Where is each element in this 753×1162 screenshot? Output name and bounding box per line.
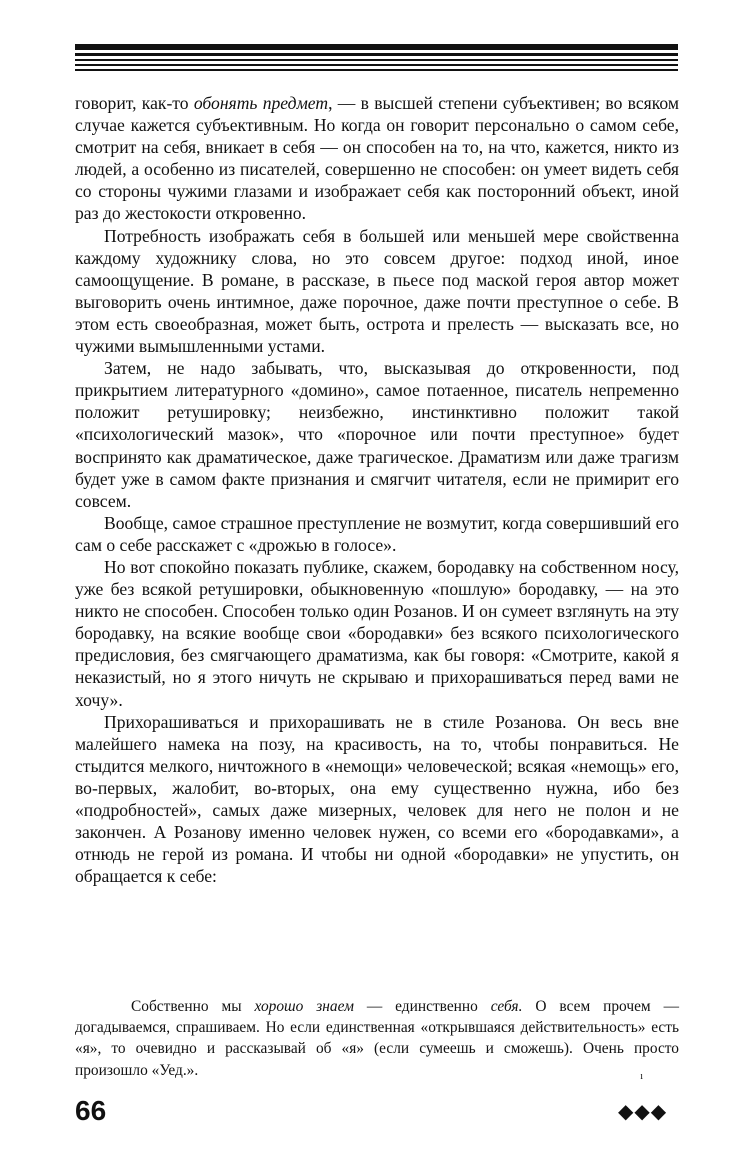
header-rule-bar: [75, 59, 678, 61]
header-rule: [75, 44, 678, 72]
page-number: 66: [75, 1095, 107, 1126]
paragraph: говорит, как-то обонять предмет, — в высшей степени субъективен; во всяком случае кажется субъективным. Но когда он говорит персонально о самом себе, смотрит на себя, вникает в себя — он способен на то, на что, кажется, никто из людей, а особенно из писателей, совершенно не способен: он умеет видеть себя со стороны чужими глазами и изображает себя как посторонний объект, иной раз до жестокости откровенно.: [75, 93, 680, 224]
emphasis: хорошо знаем: [254, 998, 354, 1015]
paragraph: Затем, не надо забывать, что, высказывая до откровенности, под прикрытием литературного «домино», самое потаенное, писатель непременно положит ретушировку; неизбежно, инстинктивно положит такой «психологический мазок», что «порочное или почти преступное» будет воспринято как драматическое, даже трагическое. Драматизм или даже трагизм будет уже в самом факте признания и смягчит читателя, если не примирит его совсем.: [75, 358, 679, 511]
stray-mark: ı: [640, 1071, 643, 1082]
paragraph: Но вот спокойно показать публике, скажем, бородавку на собственном носу, уже без всякой ретушировки, обыкновенную «пошлую» бородавку, — на это никто не способен. Способен только один Розанов. И он сумеет взглянуть на эту бородавку, на всякие вообще свои «бородавки» без всякого психологического предисловия, без смягчающего драматизма, как бы говоря: «Смотрите, какой я неказистый, но я этого ничуть не скрываю и прихорашиваться перед вами не хочу».: [75, 556, 679, 710]
paragraph: Прихорашиваться и прихорашивать не в стиле Розанова. Он весь вне малейшего намека на позу, на красивость, на то, чтобы понравиться. Не стыдится мелкого, ничтожного в «немощи» человеческой; всякая «немощь» его, во-первых, жалобит, во-вторых, она ему существенно нужна, ибо без «подробностей», самых даже мизерных, человек для него не полон и не закончен. А Розанову именно человек нужен, со всеми его «бородавками», а отнюдь не герой из романа. И чтобы ни одной «бородавки» не упустить, он обращается к себе:: [75, 711, 679, 887]
emphasis: обонять предмет: [193, 93, 329, 113]
emphasis: себя.: [490, 998, 523, 1015]
header-rule-bar: [75, 53, 678, 56]
diamond-ornament-icon: ◆◆◆: [618, 1099, 668, 1123]
header-rule-bar: [75, 64, 678, 66]
paragraph: Вообще, самое страшное преступление не возмутит, когда совершивший его сам о себе расскажет с «дрожью в голосе».: [75, 512, 679, 555]
quote-paragraph: Собственно мы хорошо знаем — единственно себя. О всем прочем — догадываемся, спрашиваем. Но если единственная «открывшаяся действительность» есть «я», то очевидно и рассказывай об «я» (если сумеешь и сможешь). Очень просто произошло «Уед.».: [75, 998, 679, 1079]
body-text: [75, 92, 679, 887]
header-rule-bar: [75, 69, 678, 71]
header-rule-bar: [75, 44, 678, 50]
block-quote: [75, 996, 679, 1081]
paragraph: Потребность изображать себя в большей или меньшей мере свойственна каждому художнику слова, но это совсем другое: подход иной, иное самоощущение. В романе, в рассказе, в пьесе под маской героя автор может выговорить очень интимное, даже порочное, даже почти преступное о себе. В этом есть своеобразная, может быть, острота и прелесть — высказать все, но чужими вымышленными устами.: [75, 225, 679, 357]
